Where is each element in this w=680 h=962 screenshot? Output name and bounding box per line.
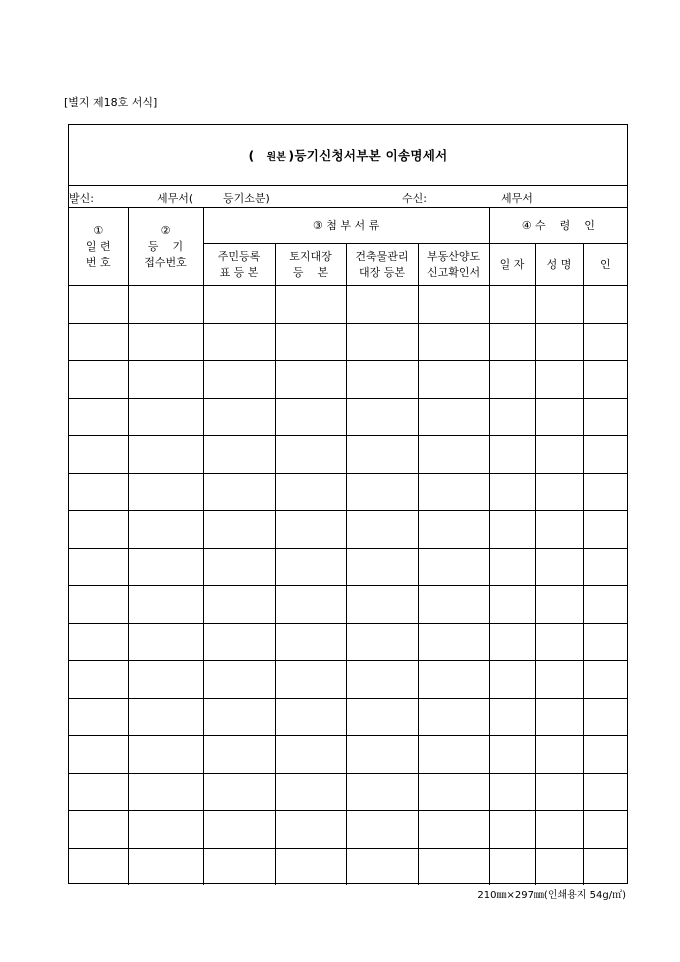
- table-cell[interactable]: [583, 548, 627, 586]
- table-cell[interactable]: [69, 736, 128, 774]
- table-cell[interactable]: [418, 361, 489, 399]
- receiver-label: 수신:: [402, 192, 427, 205]
- table-cell[interactable]: [535, 773, 583, 811]
- table-cell[interactable]: [203, 361, 275, 399]
- table-cell[interactable]: [489, 548, 535, 586]
- header-transfer-confirmation: 부동산양도 신고확인서: [418, 244, 489, 286]
- table-cell[interactable]: [275, 736, 346, 774]
- table-cell[interactable]: [418, 323, 489, 361]
- table-cell[interactable]: [489, 286, 535, 324]
- table-cell[interactable]: [583, 398, 627, 436]
- table-cell[interactable]: [535, 323, 583, 361]
- table-cell[interactable]: [489, 698, 535, 736]
- table-cell[interactable]: [583, 848, 627, 885]
- table-cell[interactable]: [489, 473, 535, 511]
- table-cell[interactable]: [346, 548, 418, 586]
- table-cell[interactable]: [128, 548, 203, 586]
- table-row: [69, 286, 627, 324]
- table-cell[interactable]: [203, 548, 275, 586]
- table-cell[interactable]: [203, 661, 275, 699]
- table-cell[interactable]: [489, 586, 535, 624]
- table-cell[interactable]: [128, 436, 203, 474]
- table-cell[interactable]: [275, 548, 346, 586]
- table-cell[interactable]: [275, 286, 346, 324]
- sender-row: [69, 186, 627, 208]
- table-cell[interactable]: [275, 661, 346, 699]
- header-building-register: 건축물관리 대장 등본: [346, 244, 418, 286]
- table-cell[interactable]: [535, 436, 583, 474]
- table-cell[interactable]: [203, 623, 275, 661]
- table-cell[interactable]: [69, 286, 128, 324]
- table-cell[interactable]: [418, 548, 489, 586]
- header-serial-number: ① 일 련 번 호: [69, 208, 128, 286]
- table-cell[interactable]: [69, 398, 128, 436]
- table-cell[interactable]: [535, 361, 583, 399]
- table-cell[interactable]: [535, 698, 583, 736]
- table-cell[interactable]: [69, 848, 128, 885]
- table-cell[interactable]: [418, 773, 489, 811]
- table-cell[interactable]: [203, 773, 275, 811]
- table-cell[interactable]: [346, 773, 418, 811]
- table-cell[interactable]: [489, 848, 535, 885]
- table-cell[interactable]: [128, 586, 203, 624]
- table-cell[interactable]: [418, 736, 489, 774]
- table-cell[interactable]: [69, 586, 128, 624]
- table-cell[interactable]: [203, 436, 275, 474]
- header-seal: 인: [583, 244, 627, 286]
- table-row: [69, 773, 627, 811]
- table-cell[interactable]: [346, 323, 418, 361]
- table-cell[interactable]: [418, 811, 489, 849]
- table-cell[interactable]: [583, 286, 627, 324]
- table-cell[interactable]: [128, 473, 203, 511]
- table-cell[interactable]: [346, 661, 418, 699]
- table-cell[interactable]: [69, 323, 128, 361]
- table-cell[interactable]: [346, 698, 418, 736]
- table-cell[interactable]: [535, 811, 583, 849]
- table-row: [69, 698, 627, 736]
- table-cell[interactable]: [346, 623, 418, 661]
- table-cell[interactable]: [583, 586, 627, 624]
- table-cell[interactable]: [69, 811, 128, 849]
- header-registration-number: ② 등 기 접수번호: [128, 208, 203, 286]
- table-cell[interactable]: [418, 398, 489, 436]
- header-name: 성 명: [535, 244, 583, 286]
- table-cell[interactable]: [275, 848, 346, 885]
- table-cell[interactable]: [275, 811, 346, 849]
- table-cell[interactable]: [203, 398, 275, 436]
- table-cell[interactable]: [583, 623, 627, 661]
- title-prefix: (: [248, 147, 255, 163]
- table-row: [69, 361, 627, 399]
- table-cell[interactable]: [418, 286, 489, 324]
- title-main: )등기신청서부본 이송명세서: [288, 148, 448, 163]
- table-cell[interactable]: [418, 473, 489, 511]
- table-cell[interactable]: [418, 623, 489, 661]
- table-cell[interactable]: [128, 811, 203, 849]
- table-cell[interactable]: [535, 586, 583, 624]
- table-cell[interactable]: [275, 323, 346, 361]
- table-cell[interactable]: [69, 698, 128, 736]
- table-row: [69, 436, 627, 474]
- table-cell[interactable]: [583, 736, 627, 774]
- table-cell[interactable]: [489, 511, 535, 549]
- table-cell[interactable]: [535, 548, 583, 586]
- table-cell[interactable]: [583, 698, 627, 736]
- table-cell[interactable]: [275, 511, 346, 549]
- table-cell[interactable]: [275, 623, 346, 661]
- table-cell[interactable]: [203, 736, 275, 774]
- table-row: [69, 811, 627, 849]
- table-row: [69, 736, 627, 774]
- table-cell[interactable]: [418, 436, 489, 474]
- table-cell[interactable]: [128, 848, 203, 885]
- header-date: 일 자: [489, 244, 535, 286]
- title-qualifier: 원본: [266, 151, 287, 163]
- table-cell[interactable]: [275, 698, 346, 736]
- table-cell[interactable]: [583, 811, 627, 849]
- table-cell[interactable]: [128, 286, 203, 324]
- table-cell[interactable]: [535, 473, 583, 511]
- table-cell[interactable]: [275, 473, 346, 511]
- table-row: [69, 623, 627, 661]
- header-land-register: 토지대장 등 본: [275, 244, 346, 286]
- table-cell[interactable]: [128, 623, 203, 661]
- table-cell[interactable]: [69, 773, 128, 811]
- table-cell[interactable]: [346, 473, 418, 511]
- table-cell[interactable]: [128, 323, 203, 361]
- table-cell[interactable]: [489, 773, 535, 811]
- table-cell[interactable]: [275, 436, 346, 474]
- table-cell[interactable]: [275, 361, 346, 399]
- table-cell[interactable]: [128, 736, 203, 774]
- sender-label: 발신:: [69, 192, 94, 205]
- table-cell[interactable]: [69, 361, 128, 399]
- table-row: [69, 848, 627, 885]
- table-cell[interactable]: [203, 811, 275, 849]
- form-label: [별지 제18호 서식]: [64, 96, 158, 109]
- table-cell[interactable]: [583, 323, 627, 361]
- sender-registry: 등기소분): [223, 192, 270, 205]
- form-frame: [68, 124, 628, 884]
- table-cell[interactable]: [275, 398, 346, 436]
- table-cell[interactable]: [69, 548, 128, 586]
- table-cell[interactable]: [583, 436, 627, 474]
- table-row: [69, 473, 627, 511]
- header-attached-documents: ③ 첨 부 서 류: [203, 208, 489, 244]
- table-cell[interactable]: [583, 773, 627, 811]
- table-cell[interactable]: [275, 586, 346, 624]
- table-row: [69, 323, 627, 361]
- table-cell[interactable]: [203, 323, 275, 361]
- table-cell[interactable]: [69, 473, 128, 511]
- table-cell[interactable]: [418, 661, 489, 699]
- table-cell[interactable]: [203, 848, 275, 885]
- table-cell[interactable]: [489, 811, 535, 849]
- table-cell[interactable]: [489, 323, 535, 361]
- table-cell[interactable]: [489, 736, 535, 774]
- table-cell[interactable]: [489, 436, 535, 474]
- table-cell[interactable]: [346, 736, 418, 774]
- table-cell[interactable]: [203, 586, 275, 624]
- table-cell[interactable]: [418, 698, 489, 736]
- table-cell[interactable]: [418, 511, 489, 549]
- table-cell[interactable]: [489, 661, 535, 699]
- table-cell[interactable]: [489, 398, 535, 436]
- table-cell[interactable]: [346, 361, 418, 399]
- table-cell[interactable]: [346, 586, 418, 624]
- header-resident-registration: 주민등록 표 등 본: [203, 244, 275, 286]
- table-cell[interactable]: [128, 698, 203, 736]
- sender-tax-office: 세무서(: [157, 192, 194, 205]
- table-cell[interactable]: [489, 623, 535, 661]
- table-row: [69, 548, 627, 586]
- table-row: [69, 586, 627, 624]
- table-cell[interactable]: [346, 398, 418, 436]
- table-cell[interactable]: [69, 661, 128, 699]
- table-cell[interactable]: [69, 511, 128, 549]
- table-cell[interactable]: [583, 511, 627, 549]
- table-cell[interactable]: [346, 286, 418, 324]
- table-cell[interactable]: [583, 661, 627, 699]
- table-cell[interactable]: [535, 661, 583, 699]
- detail-table: [69, 208, 627, 885]
- table-cell[interactable]: [418, 586, 489, 624]
- table-cell[interactable]: [128, 361, 203, 399]
- table-cell[interactable]: [275, 773, 346, 811]
- table-cell[interactable]: [535, 848, 583, 885]
- table-cell[interactable]: [203, 511, 275, 549]
- table-cell[interactable]: [535, 286, 583, 324]
- table-cell[interactable]: [583, 361, 627, 399]
- table-cell[interactable]: [583, 473, 627, 511]
- table-cell[interactable]: [346, 848, 418, 885]
- table-cell[interactable]: [535, 511, 583, 549]
- table-cell[interactable]: [489, 361, 535, 399]
- table-cell[interactable]: [346, 436, 418, 474]
- table-cell[interactable]: [418, 848, 489, 885]
- table-cell[interactable]: [128, 511, 203, 549]
- paper-spec: 210㎜×297㎜(인쇄용지 54g/㎡): [477, 890, 626, 901]
- table-cell[interactable]: [203, 286, 275, 324]
- table-row: [69, 511, 627, 549]
- receiver-office: 세무서: [501, 192, 533, 205]
- table-cell[interactable]: [128, 661, 203, 699]
- form-title: [69, 125, 627, 186]
- table-cell[interactable]: [69, 623, 128, 661]
- table-cell[interactable]: [203, 698, 275, 736]
- table-cell[interactable]: [69, 436, 128, 474]
- table-cell[interactable]: [128, 398, 203, 436]
- table-row: [69, 398, 627, 436]
- table-cell[interactable]: [346, 811, 418, 849]
- table-cell[interactable]: [535, 623, 583, 661]
- table-row: [69, 661, 627, 699]
- table-cell[interactable]: [203, 473, 275, 511]
- header-recipient: ④ 수 령 인: [489, 208, 627, 244]
- table-cell[interactable]: [535, 398, 583, 436]
- table-cell[interactable]: [535, 736, 583, 774]
- table-cell[interactable]: [128, 773, 203, 811]
- table-cell[interactable]: [346, 511, 418, 549]
